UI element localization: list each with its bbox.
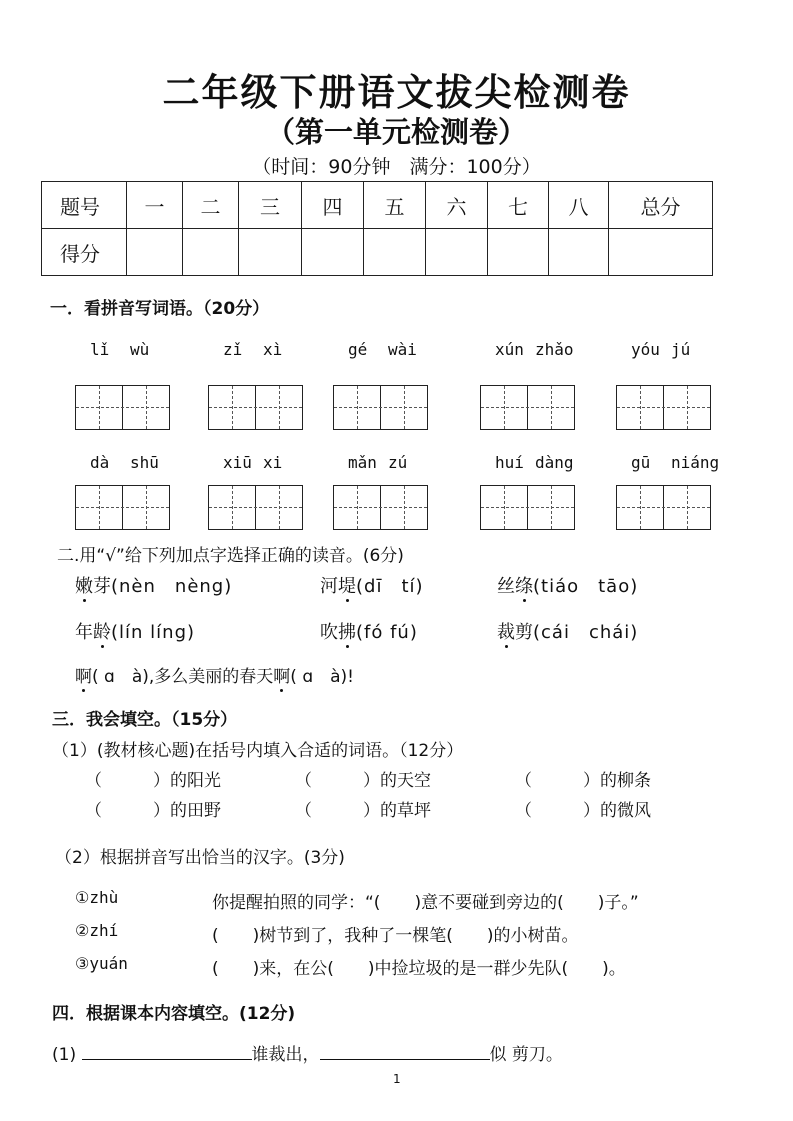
score-input-cell[interactable] <box>183 229 239 276</box>
pinyin-syllable: xi <box>263 453 283 472</box>
question-text: 谁裁出， <box>251 1045 320 1065</box>
grid-line <box>481 407 574 408</box>
score-header-cell: 总分 <box>609 182 713 229</box>
reading-item <box>497 572 638 598</box>
reading-item <box>75 572 232 598</box>
pinyin-syllable: xiū <box>223 453 252 472</box>
pinyin-options[interactable]: (cái chái) <box>533 622 639 643</box>
score-row-label: 得分 <box>42 229 127 276</box>
hanzi-sentence[interactable]: 你提醒拍照的同学：“( )意不要碰到旁边的( )子。” <box>212 893 639 913</box>
dotted-char: 裁 <box>497 622 515 643</box>
dotted-char: 啊 <box>273 667 291 687</box>
grid-line <box>334 407 427 408</box>
grid-line <box>76 507 169 508</box>
hanzi-pinyin: ②zhí <box>75 921 119 940</box>
section3-title: 三．我会填空。（15分） <box>52 710 238 730</box>
score-table-header <box>42 182 713 229</box>
score-input-cell[interactable] <box>239 229 302 276</box>
dotted-char: 堤 <box>338 576 356 597</box>
writing-grid-box[interactable] <box>208 485 303 530</box>
pinyin-syllable: gū <box>631 453 651 472</box>
hanzi-sentence[interactable]: ( )树节到了，我种了一棵笔( )的小树苗。 <box>212 926 579 946</box>
paren-open: （ <box>295 771 312 791</box>
writing-grid-box[interactable] <box>616 385 711 430</box>
reading-item <box>497 618 638 644</box>
pinyin-syllable: zú <box>388 453 408 472</box>
writing-grid-box[interactable] <box>616 485 711 530</box>
dotted-char: 绦 <box>515 576 533 597</box>
pinyin-options[interactable]: (fó fú) <box>356 622 418 643</box>
score-header-cell: 六 <box>426 182 488 229</box>
dotted-char: 嫩 <box>75 576 93 597</box>
section2-sentence <box>75 662 354 687</box>
pinyin-syllable: mǎn <box>348 453 377 472</box>
sentence-text: ( ɑ à)! <box>290 667 354 687</box>
pinyin-syllable: huí <box>495 453 524 472</box>
hanzi-sentence[interactable]: ( )来，在公( )中捡垃圾的是一群少先队( )。 <box>212 959 626 979</box>
writing-grid-box[interactable] <box>208 385 303 430</box>
pinyin-options[interactable]: (dī tí) <box>356 576 424 597</box>
pinyin-syllable: gé <box>348 340 368 359</box>
page-number: 1 <box>393 1072 401 1086</box>
section1-title: 一．看拼音写词语。（20分） <box>50 299 270 319</box>
grid-line <box>76 407 169 408</box>
section4-title: 四．根据课本内容填空。(12分) <box>52 1004 296 1024</box>
pinyin-syllable: niáng <box>671 453 720 472</box>
writing-grid-box[interactable] <box>75 485 170 530</box>
pinyin-syllable: xì <box>263 340 283 359</box>
answer-blank[interactable] <box>103 766 153 786</box>
section4-q1 <box>52 1040 563 1065</box>
pinyin-syllable: dà <box>90 453 110 472</box>
score-input-cell[interactable] <box>609 229 713 276</box>
word-char: 年 <box>75 622 93 643</box>
score-header-cell: 七 <box>488 182 549 229</box>
word-char: 吹 <box>320 622 338 643</box>
answer-blank[interactable] <box>103 796 153 816</box>
dotted-char: 啊 <box>75 667 92 687</box>
score-table <box>41 181 713 276</box>
reading-item <box>320 618 418 644</box>
fill-word-suffix: ）的田野 <box>153 801 221 821</box>
paren-open: （ <box>515 771 532 791</box>
question-number: (1) <box>52 1045 77 1065</box>
grid-line <box>617 407 710 408</box>
pinyin-options[interactable]: (tiáo tāo) <box>533 576 639 597</box>
dotted-char: 龄 <box>93 622 111 643</box>
pinyin-syllable: zǐ <box>223 340 243 359</box>
score-header-cell: 一 <box>127 182 183 229</box>
page-title: 二年级下册语文拔尖检测卷 <box>162 71 631 114</box>
hanzi-pinyin: ①zhù <box>75 888 119 907</box>
writing-grid-box[interactable] <box>333 385 428 430</box>
score-header-cell: 四 <box>302 182 364 229</box>
word-char: 丝 <box>497 576 515 597</box>
score-table-score-row <box>42 229 713 276</box>
pinyin-syllable: wài <box>388 340 417 359</box>
paren-open: （ <box>515 801 532 821</box>
score-input-cell[interactable] <box>364 229 426 276</box>
fill-word-suffix: ）的微风 <box>583 801 651 821</box>
fill-word-suffix: ）的阳光 <box>153 771 221 791</box>
score-input-cell[interactable] <box>488 229 549 276</box>
grid-line <box>334 507 427 508</box>
word-char: 河 <box>320 576 338 597</box>
pinyin-syllable: zhǎo <box>535 340 574 359</box>
section3-part2-title: （2）根据拼音写出恰当的汉字。(3分) <box>55 848 345 868</box>
paren-open: （ <box>85 801 102 821</box>
section2-title: 二.用“√”给下列加点字选择正确的读音。(6分) <box>57 546 404 566</box>
grid-line <box>209 407 302 408</box>
paren-open: （ <box>85 771 102 791</box>
pinyin-syllable: dàng <box>535 453 574 472</box>
score-header-cell: 八 <box>549 182 609 229</box>
pinyin-syllable: jú <box>671 340 691 359</box>
exam-meta: （时间：90分钟 满分：100分） <box>252 156 541 178</box>
answer-blank[interactable] <box>533 766 583 786</box>
score-header-cell: 题号 <box>42 182 127 229</box>
pinyin-syllable: shū <box>130 453 159 472</box>
score-input-cell[interactable] <box>426 229 488 276</box>
writing-grid-box[interactable] <box>480 385 575 430</box>
fill-word-suffix: ）的柳条 <box>583 771 651 791</box>
writing-grid-box[interactable] <box>333 485 428 530</box>
answer-blank[interactable] <box>313 766 363 786</box>
score-input-cell[interactable] <box>302 229 364 276</box>
pinyin-syllable: lǐ <box>90 340 110 359</box>
score-header-cell: 五 <box>364 182 426 229</box>
dotted-char: 拂 <box>338 622 356 643</box>
word-char: 剪 <box>515 622 533 643</box>
writing-grid-box[interactable] <box>480 485 575 530</box>
score-header-cell: 三 <box>239 182 302 229</box>
answer-blank[interactable] <box>320 1045 490 1060</box>
page-subtitle: （第一单元检测卷） <box>265 115 527 149</box>
reading-item <box>320 572 424 598</box>
answer-blank[interactable] <box>82 1045 252 1060</box>
section3-part1-title: （1）(教材核心题)在括号内填入合适的词语。（12分） <box>52 741 464 761</box>
pinyin-options[interactable]: (lín líng) <box>111 622 196 643</box>
fill-word-suffix: ）的天空 <box>363 771 431 791</box>
score-header-cell: 二 <box>183 182 239 229</box>
sentence-text: ( ɑ à),多么美丽的春天 <box>92 667 274 687</box>
word-char: 芽 <box>93 576 111 597</box>
pinyin-options[interactable]: (nèn nèng) <box>111 576 233 597</box>
pinyin-syllable: yóu <box>631 340 660 359</box>
score-input-cell[interactable] <box>549 229 609 276</box>
paren-open: （ <box>295 801 312 821</box>
grid-line <box>617 507 710 508</box>
reading-item <box>75 618 195 644</box>
answer-blank[interactable] <box>313 796 363 816</box>
score-input-cell[interactable] <box>127 229 183 276</box>
grid-line <box>209 507 302 508</box>
answer-blank[interactable] <box>533 796 583 816</box>
pinyin-syllable: wù <box>130 340 150 359</box>
fill-word-suffix: ）的草坪 <box>363 801 431 821</box>
grid-line <box>481 507 574 508</box>
pinyin-syllable: xún <box>495 340 524 359</box>
question-text: 似 剪刀。 <box>489 1045 563 1065</box>
writing-grid-box[interactable] <box>75 385 170 430</box>
hanzi-pinyin: ③yuán <box>75 954 128 973</box>
